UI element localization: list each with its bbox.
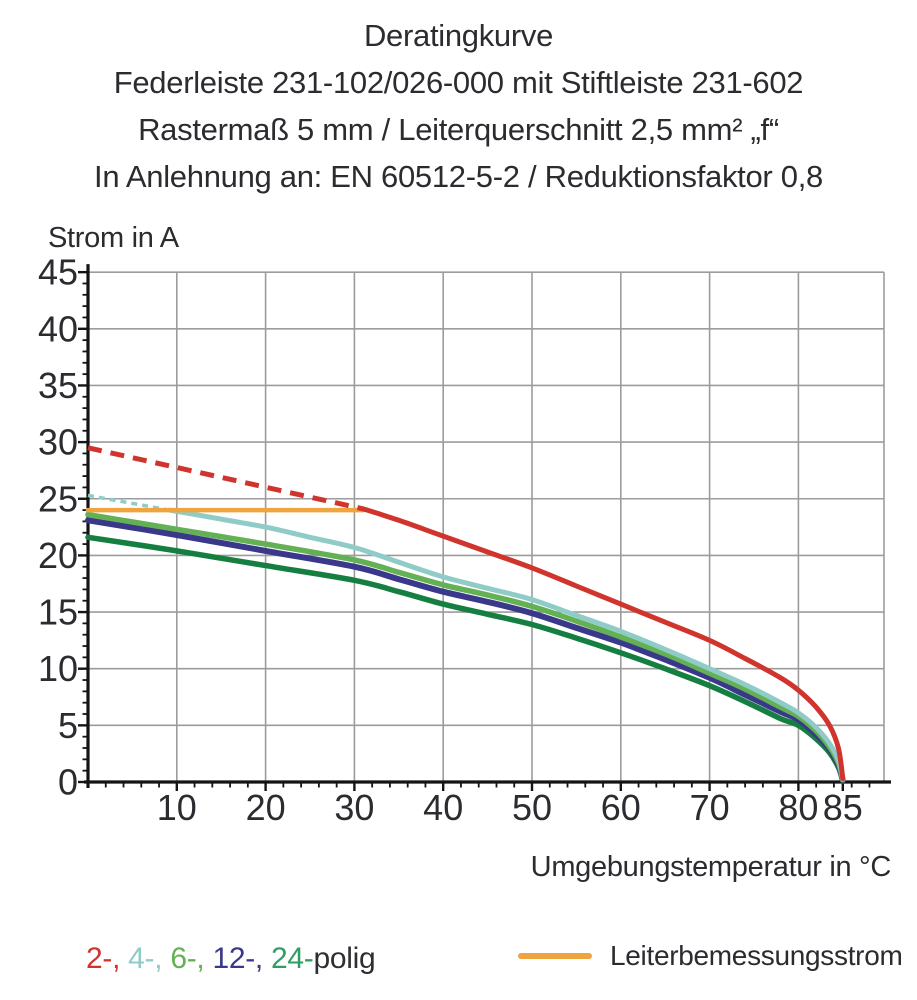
legend-item-polig: polig <box>313 942 376 975</box>
y-tick-label: 30 <box>37 421 78 463</box>
legend-item-24: 24- <box>271 942 314 975</box>
chart-subtitle-1: Federleiste 231-102/026-000 mit Stiftleiste 231-602 <box>113 65 804 100</box>
x-axis-title: Umgebungstemperatur in °C <box>530 851 891 883</box>
y-tick-label: 35 <box>37 364 78 406</box>
x-tick-label: 10 <box>156 787 197 828</box>
x-tick-label: 50 <box>511 787 553 828</box>
x-tick-label: 80 <box>778 787 819 828</box>
rated-current-label: Leiterbemessungsstrom <box>610 940 903 971</box>
legend-poles <box>86 942 375 976</box>
y-tick-label: 20 <box>37 534 78 576</box>
y-tick-label: 5 <box>57 704 78 746</box>
x-tick-label: 30 <box>334 787 375 828</box>
legend-item-12: 12-, <box>212 942 271 975</box>
rated-current-line-swatch <box>518 953 592 959</box>
y-tick-label: 45 <box>37 251 78 293</box>
y-tick-label: 10 <box>37 648 78 690</box>
x-tick-label: 20 <box>245 787 286 828</box>
chart-subtitle-2: Rastermaß 5 mm / Leiterquerschnitt 2,5 mm² „f“ <box>138 112 779 147</box>
legend-item-6: 6-, <box>170 942 213 975</box>
legend-item-4: 4-, <box>128 942 171 975</box>
x-tick-label: 40 <box>423 787 464 828</box>
chart-title: Deratingkurve <box>363 18 554 53</box>
series-2-polig-dashed <box>88 448 363 509</box>
legend-item-2: 2-, <box>86 942 129 975</box>
y-tick-label: 25 <box>37 478 78 520</box>
legend-rated-current <box>518 940 903 972</box>
x-tick-label: 85 <box>822 787 863 828</box>
y-tick-label: 0 <box>57 761 78 803</box>
y-axis-title: Strom in A <box>48 222 179 254</box>
series <box>88 448 843 781</box>
y-tick-label: 15 <box>37 591 78 633</box>
y-tick-label: 40 <box>37 308 78 350</box>
series-24-polig <box>88 537 843 781</box>
series-2-polig <box>363 509 843 779</box>
chart-subtitle-3: In Anlehnung an: EN 60512-5-2 / Reduktionsfaktor 0,8 <box>94 159 823 194</box>
x-tick-label: 70 <box>689 787 730 828</box>
x-tick-label: 60 <box>600 787 641 828</box>
